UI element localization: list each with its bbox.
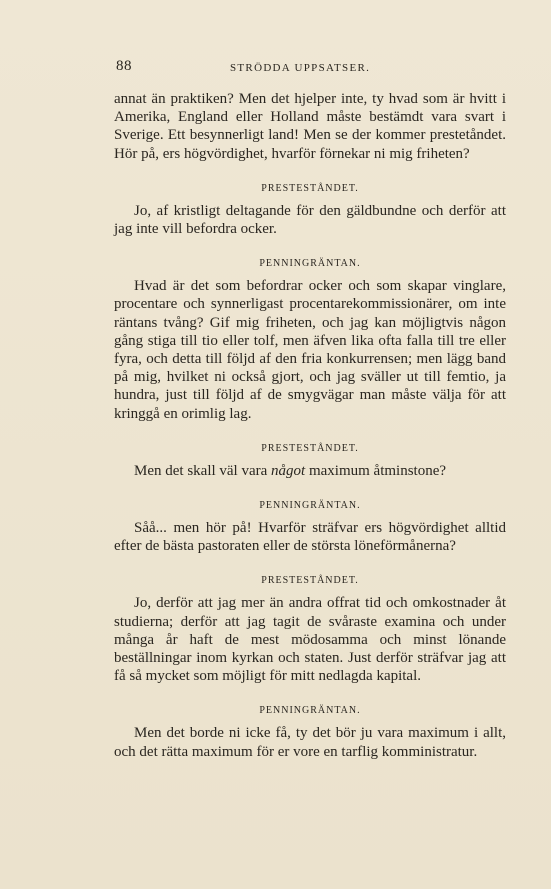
paragraph: Såå... men hör på! Hvarför sträfvar ers högvördighet alltid efter de bästa pastoraten eller de största löneförmånerna? <box>114 520 506 555</box>
speaker-label: PENNINGRÄNTAN. <box>259 258 361 270</box>
page-body <box>114 90 506 761</box>
paragraph-text: Men det skall väl vara <box>134 462 272 479</box>
paragraph: Jo, af kristligt deltagande för den gäldbundne och derför att jag inte vill befordra ocker. <box>114 202 506 238</box>
paragraph: Jo, derför att jag mer än andra offrat tid och omkostnader åt studierna; derför att jag tagit de svåraste examina och under många år haft de mest mödosamma och minst lönande beställningar inom kyrkan och staten. Just derför sträfvar jag att få så mycket som möjligt för mitt nedlagda kapital. <box>114 595 506 685</box>
page-header <box>116 58 506 78</box>
paragraph-text: maximum åtminstone? <box>305 462 447 479</box>
paragraph: Hvad är det som befordrar ocker och som skapar vinglare, procentare och synnerligast procentarekommissionärer, om inte räntans tvång? Gif mig friheten, och jag kan möjligtvis någon gång stiga till tio eller tolf, men äfven lika ofta falla till tre eller fyra, och detta till följd af den fria konkurrensen; men lägg band på mig, hvilket ni också gjort, och jag sväller ut till femtio, ja hundra, just till följd af de smygvägar man måste välja för att kringgå en orimlig lag. <box>114 278 506 422</box>
speaker-label: PENNINGRÄNTAN. <box>259 705 361 717</box>
running-head: STRÖDDA UPPSATSER. <box>230 62 371 74</box>
page-number: 88 <box>116 58 132 74</box>
speaker-label: PRESTESTÅNDET. <box>261 442 359 454</box>
paragraph: annat än praktiken? Men det hjelper inte, ty hvad som är hvitt i Amerika, England eller Holland måste bestämdt vara svart i Sverige. Ett besynnerligt land! Men se der kommer prestetåndet. Hör på, ers högvördighet, hvarför förnekar ni mig friheten? <box>114 91 506 162</box>
paragraph <box>114 462 506 480</box>
speaker-label: PRESTESTÅNDET. <box>261 182 359 194</box>
speaker-label: PRESTESTÅNDET. <box>261 575 359 587</box>
speaker-label: PENNINGRÄNTAN. <box>259 500 361 512</box>
emphasized-word: något <box>271 462 306 479</box>
paragraph: Men det borde ni icke få, ty det bör ju vara maximum i allt, och det rätta maximum för er vore en tarflig komministratur. <box>114 725 506 760</box>
